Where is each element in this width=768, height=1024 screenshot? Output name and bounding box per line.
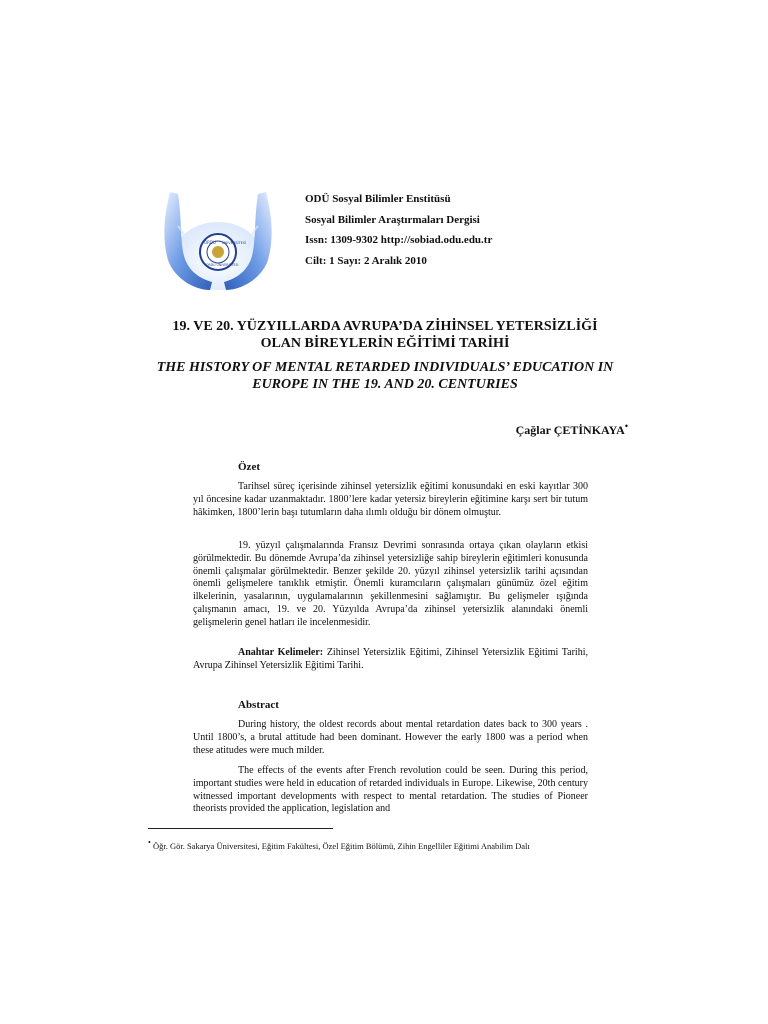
footnote-text: Öğr. Gör. Sakarya Üniversitesi, Eğitim Fakültesi, Özel Eğitim Bölümü, Zihin Engelliler Eğitimi Anabilim Dalı [150, 840, 530, 851]
keywords-label: Anahtar Kelimeler: [238, 647, 324, 658]
ozet-paragraph-1: Tarihsel süreç içerisinde zihinsel yetersizlik eğitimi konusundaki en eski kayıtlar 300 yıl öncesine kadar uzanmaktadır. 1800’lere kadar yetersiz bireylerin eğitimine karşı sert bir tutum hâkimken, 1800’lerin başı tutumların daha ılımlı olduğu bir dönem olmuştur. [193, 481, 588, 518]
svg-text:ÜNİVERSİTESİ: ÜNİVERSİTESİ [222, 241, 247, 245]
author-name: Çağlar ÇETİNKAYA• [515, 421, 628, 437]
footnote-divider [148, 828, 333, 829]
abstract-paragraph-1: During history, the oldest records about mental retardation dates back to 300 years . Until 1800’s, a brutal attitude had been dominant. However the early 1800 was a period when these atitudes were much milder. [193, 719, 588, 756]
journal-volume: Cilt: 1 Sayı: 2 Aralık 2010 [305, 254, 427, 267]
ozet-heading: Özet [238, 461, 260, 473]
university-hands-logo [148, 186, 288, 296]
title-english: THE HISTORY OF MENTAL RETARDED INDIVIDUALS’ EDUCATION IN EUROPE IN THE 19. AND 20. CENTURIES [156, 360, 614, 392]
ozet-paragraph-2: 19. yüzyıl çalışmalarında Fransız Devrimi sonrasında ortaya çıkan olayların etkisi görülmektedir. Bu dönemde Avrupa’da zihinsel yetersizliğe sahip bireylerin eğitimleri konusunda önemli çalışmalar görülmektedir. Benzer şekilde 20. yüzyıl zihinsel yetersizlik tarihi açısından önemli gelişmelere tanıklık etmiştir. Önemli kuramcıların çalışmaları günümüz özel eğitim ilkelerinin, yasalarının, uygulamalarının şekillenmesini sağlamıştır. Bu gelişmeler ışığında çalışmanın amacı, 19. ve 20. Yüzyılda Avrupa’da zihinsel yetersizlik alanındaki önemli gelişmelerin genel hatları ile incelenmesidir. [193, 540, 588, 628]
journal-institute: ODÜ Sosyal Bilimler Enstitüsü [305, 193, 451, 205]
journal-info [305, 189, 492, 271]
title-turkish: 19. VE 20. YÜZYILLARDA AVRUPA’DA ZİHİNSEL YETERSİZLİĞİ OLAN BİREYLERİN EĞİTİMİ TARİHİ [172, 319, 598, 351]
keywords-list: Zihinsel Yetersizlik Eğitimi, Zihinsel Yetersizlik Eğitimi Tarihi, Avrupa Zihinsel Yetersizlik Eğitimi Tarihi. [193, 647, 588, 671]
abstract-paragraph-2: The effects of the events after French revolution could be seen. During this period, important studies were held in education of retarded individuals in Europe. Likewise, 20th century witnessed important developments with respect to mental retardation. The studies of Pioneer theorists provided the application, legislation and [193, 765, 588, 815]
keywords [193, 647, 588, 673]
footnote [148, 838, 530, 851]
journal-name: Sosyal Bilimler Araştırmaları Dergisi [305, 213, 480, 226]
svg-text:ORDU: ORDU [204, 240, 216, 245]
abstract-heading: Abstract [238, 699, 279, 711]
journal-issn: Issn: 1309-9302 http://sobiad.odu.edu.tr [305, 234, 493, 246]
svg-text:ORDU ÜNİVERSİTESİ: ORDU ÜNİVERSİTESİ [206, 263, 239, 267]
footnote-marker: • [624, 421, 628, 431]
footnote-mark: • [148, 838, 151, 847]
